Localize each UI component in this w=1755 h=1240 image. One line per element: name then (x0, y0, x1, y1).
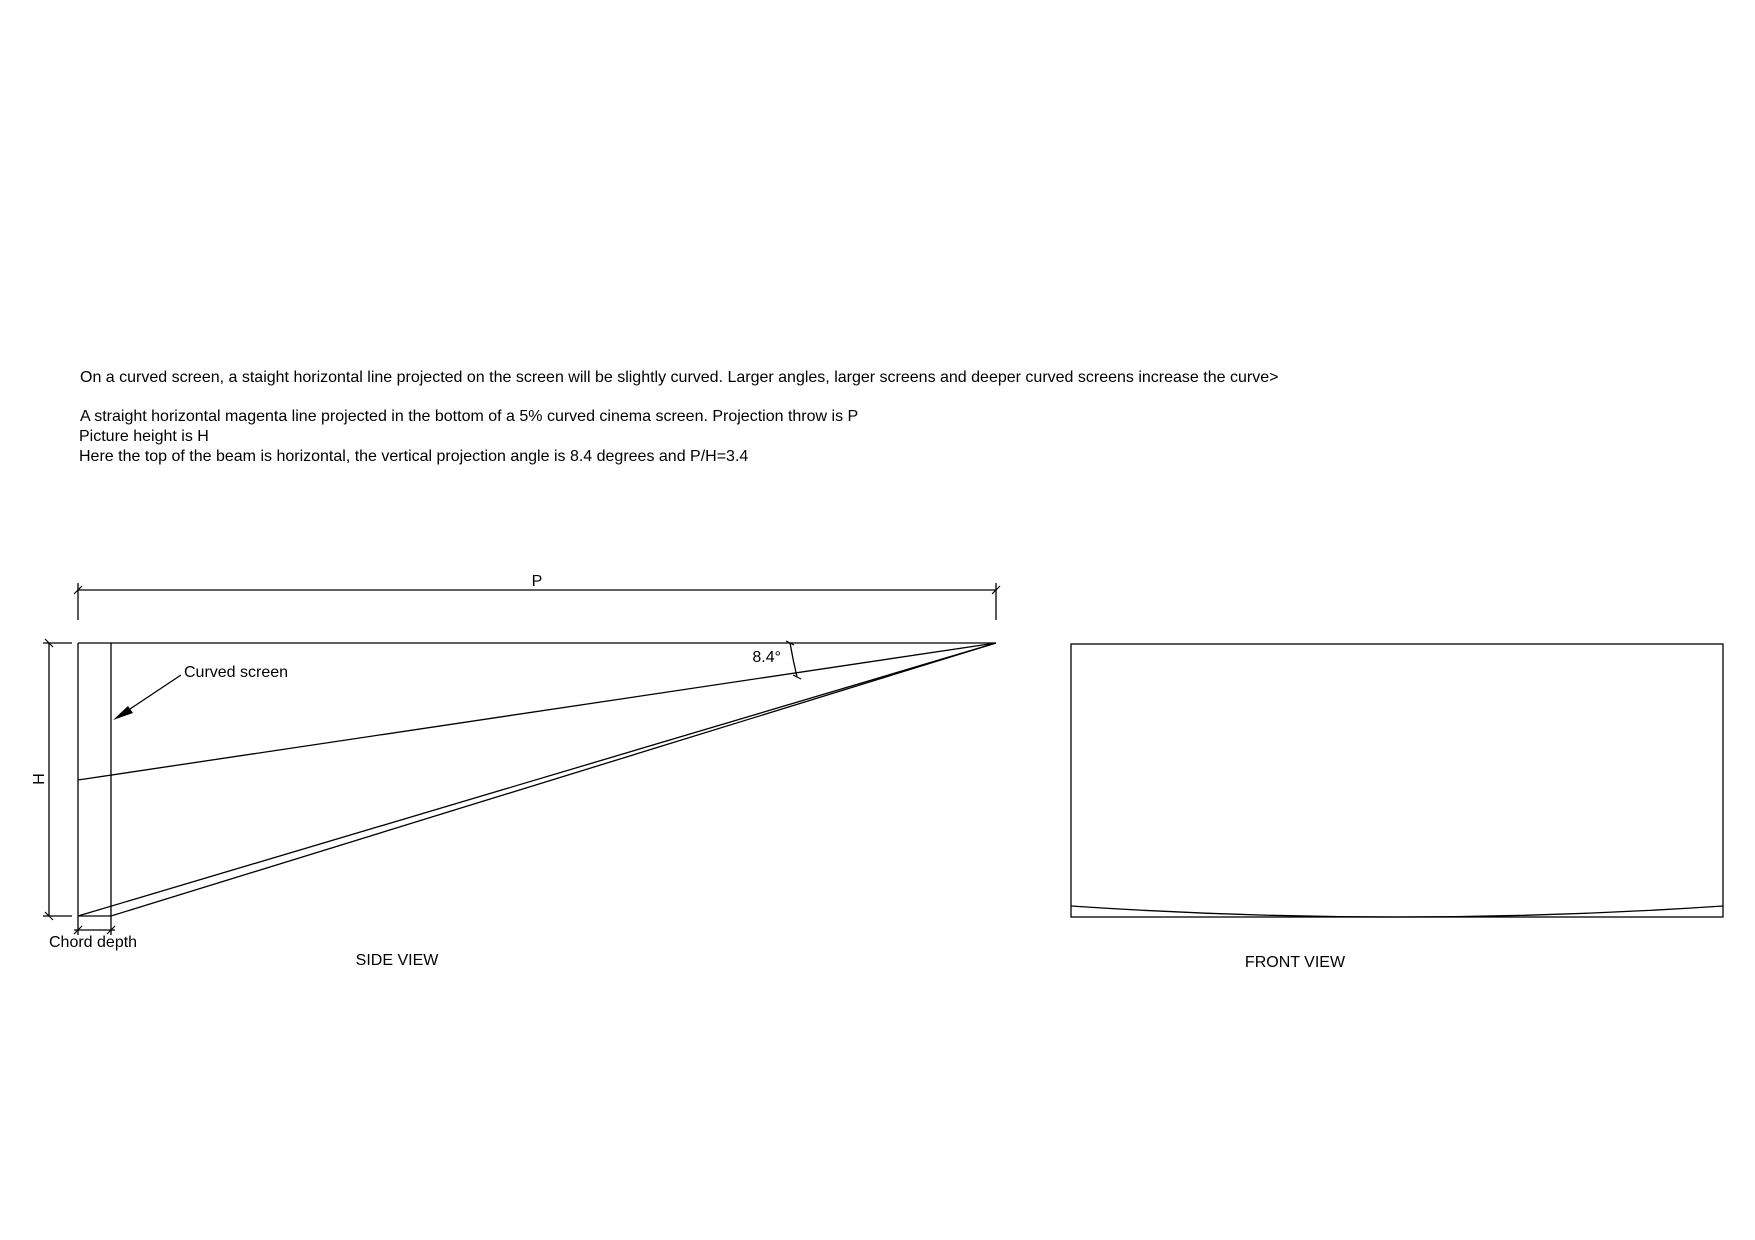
description-line-3: Here the top of the beam is horizontal, the vertical projection angle is 8.4 degrees and P/H=3.4 (79, 448, 749, 465)
description-line-2: Picture height is H (79, 428, 209, 445)
projection-beam (78, 643, 996, 916)
chord-label: Chord depth (49, 934, 138, 951)
screen-leader-arrowhead (113, 706, 133, 720)
height-dimension (31, 639, 72, 920)
angle-label: 8.4° (752, 649, 781, 666)
screen-leader (113, 664, 288, 720)
throw-dimension (74, 573, 1000, 620)
side-view-caption: SIDE VIEW (355, 952, 439, 969)
beam-bottom-line-flat (78, 643, 996, 916)
height-label: H (31, 773, 48, 785)
front-view-caption: FRONT VIEW (1244, 954, 1346, 971)
throw-label: P (531, 573, 543, 590)
chord-depth-dimension (49, 916, 137, 951)
screen-leader-line (124, 675, 181, 713)
screen-label: Curved screen (184, 664, 289, 681)
angle-arc (790, 643, 797, 677)
beam-bottom-line-curved (111, 643, 996, 916)
front-view (1071, 644, 1723, 971)
side-view (31, 573, 1000, 969)
intro-note: On a curved screen, a staight horizontal line projected on the screen will be slightly curved. Larger angles, larger screens and deeper curved screens increase the curve> (80, 369, 1279, 386)
description-line-1: A straight horizontal magenta line projected in the bottom of a 5% curved cinema screen. Projection throw is P (80, 408, 859, 425)
projected-curved-line (1071, 906, 1723, 917)
front-screen-outline (1071, 644, 1723, 917)
